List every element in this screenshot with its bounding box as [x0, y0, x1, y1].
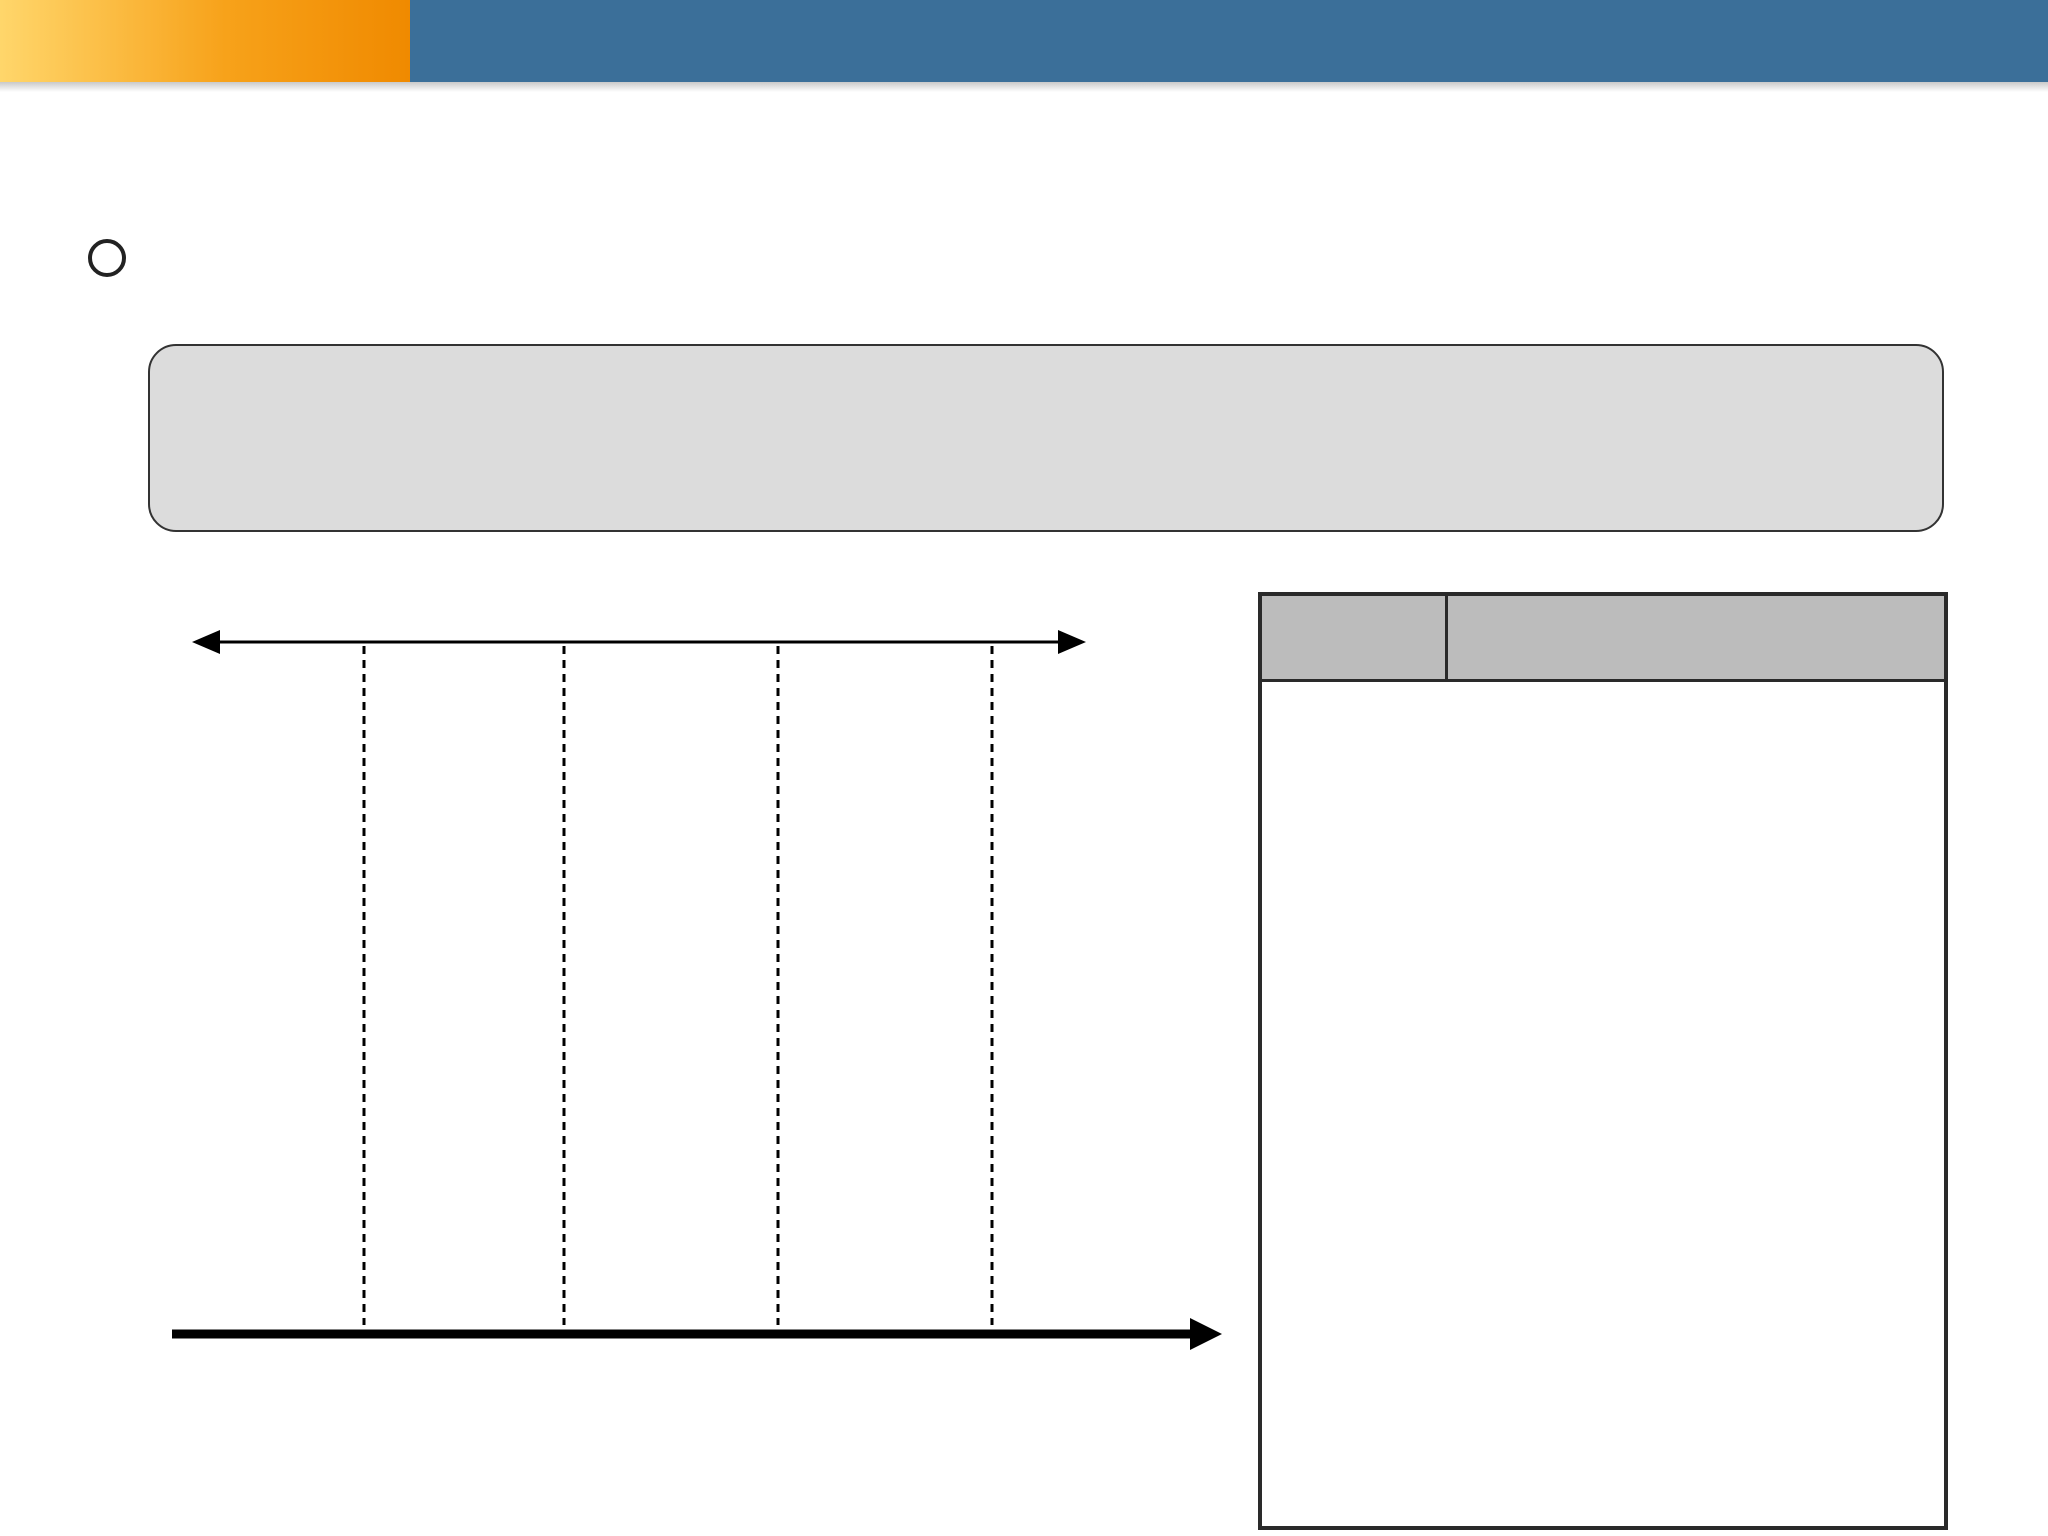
security-activity-table — [1258, 592, 1948, 1530]
sdlc-process-diagram — [150, 590, 1250, 1410]
top-bar-shadow — [0, 82, 2048, 92]
header-activity — [1448, 596, 1944, 679]
right-arrowhead-icon — [1058, 630, 1086, 654]
page-subtitle — [88, 226, 148, 286]
left-arrowhead-icon — [192, 630, 220, 654]
fortify-logo — [0, 0, 410, 82]
prediction-box — [148, 344, 1944, 532]
table-header-row — [1262, 596, 1944, 682]
circle-bullet-icon — [88, 239, 126, 277]
timeline-arrowhead-icon — [1190, 1318, 1222, 1350]
header-stage — [1262, 596, 1448, 679]
